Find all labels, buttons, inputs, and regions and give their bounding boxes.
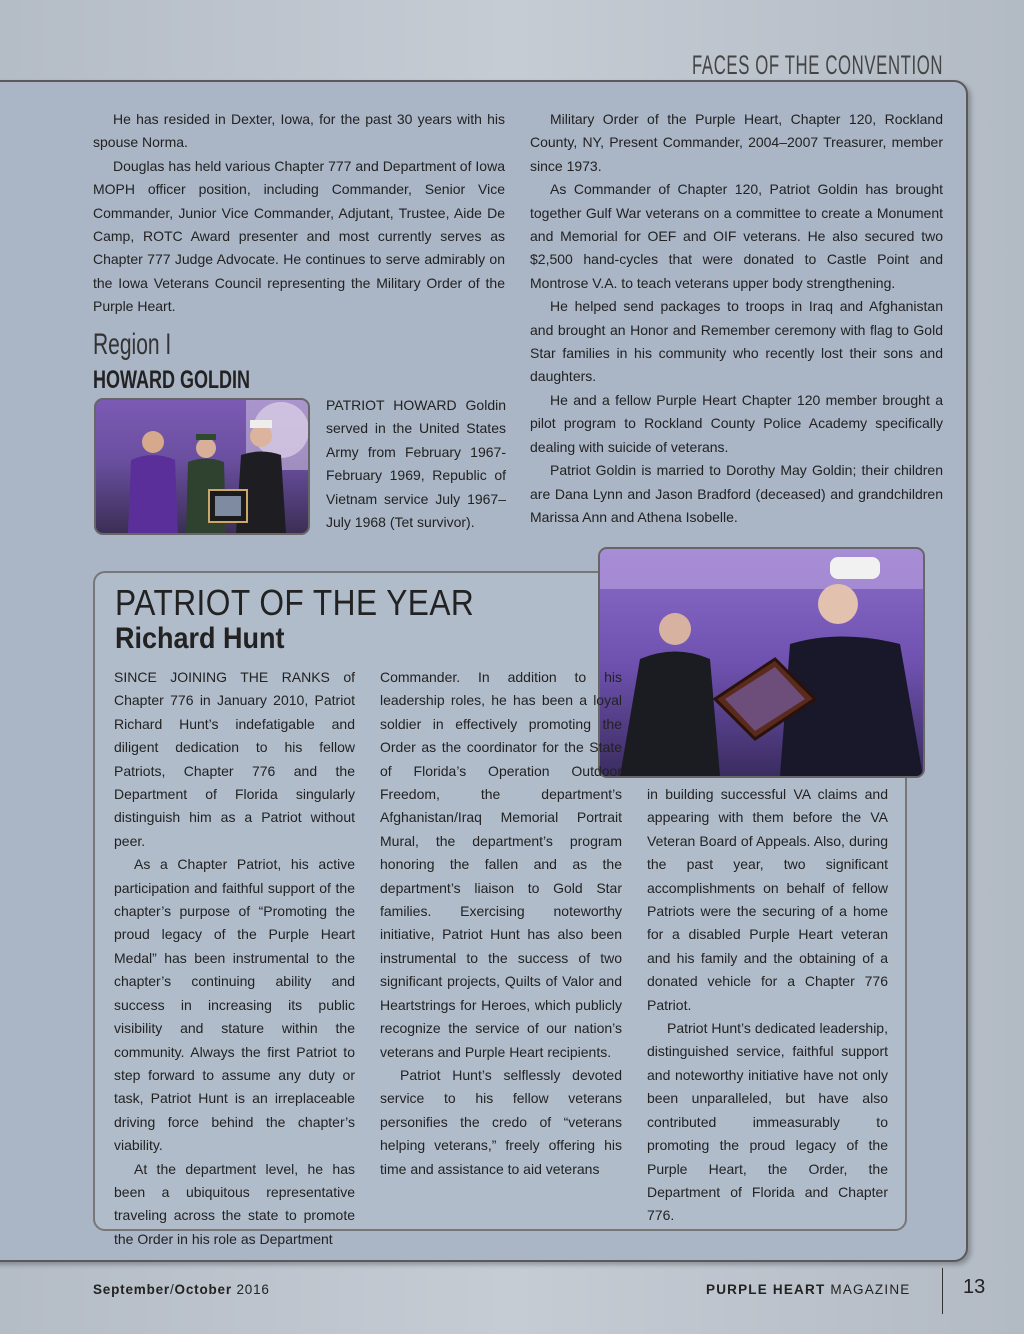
paragraph: Patriot Hunt’s selflessly devoted service to his fellow veterans personifies the credo of “veterans helping veterans,” freely offering his time and assistance to aid veterans — [380, 1066, 622, 1177]
year: 2016 — [236, 1282, 270, 1297]
paragraph: Commander. In addition to his leadership roles, he has been a loyal soldier in effectively promoting the Order as the coordinator for the State of Florida’s Operation Outdoor Freedom, the department’s Afghanistan/Iraq Memorial Portrait Mural, the department’s program honoring the fallen and as the department’s liaison to Gold Star families. Exercising noteworthy initiative, Patriot Hunt has also been instrumental to the success of two significant projects, Quilts of Valor and Heartstrings for Heroes, which publicly recognize the service of our nation’s veterans and Purple Heart recipients. — [380, 669, 622, 1060]
paragraph: As a Chapter Patriot, his active participation and faithful support of the chapter’s purpose of “Promoting the proud legacy of the Purple Heart Medal” has been instrumental to the chapter’s continuing ability and success in increasing its public visibility and stature within the community. Always the first Patriot to step forward to assume any duty or task, Patriot Hunt is an irreplaceable driving force behind the chapter’s viability. — [114, 856, 355, 1154]
hunt-photo — [598, 547, 925, 778]
section-heading: PATRIOT OF THE YEAR — [115, 582, 475, 623]
footer-divider — [942, 1268, 943, 1314]
paragraph: in building successful VA claims and appearing with them before the VA Veteran Board of Appeals. Also, during the past year, two significant accomplishments on behalf of fellow Patriots were the securing of a home for a disabled Purple Heart veteran and his family and the obtaining of a donated vehicle for a Chapter 776 Patriot. — [647, 786, 888, 1013]
page-number: 13 — [963, 1276, 986, 1298]
paragraph: He has resided in Dexter, Iowa, for the past 30 years with his spouse Norma. — [93, 111, 505, 151]
month-a: September — [93, 1282, 170, 1297]
paragraph: Military Order of the Purple Heart, Chapter 120, Rockland County, NY, Present Commander, 2004–2007 Treasurer, member since 1973. — [530, 111, 943, 174]
paragraph: PATRIOT HOWARD Goldin served in the United States Army from February 1967-February 1969, Republic of Vietnam service July 1967–July 1968 (Tet survivor). — [326, 397, 506, 531]
month-b: October — [174, 1282, 232, 1297]
paragraph: At the department level, he has been a ubiquitous representative traveling across the state to promote the Order in his role as Department — [114, 1160, 355, 1247]
paragraph: Patriot Hunt’s dedicated leadership, distinguished service, faithful support and noteworthy initiative have not only been unparalleled, but have also contributed immeasurably to promoting the proud legacy of the Purple Heart, the Order, the Department of Florida and Chapter 776. — [647, 1020, 888, 1224]
goldin-photo-image — [96, 400, 308, 533]
top-right-column — [530, 108, 943, 529]
magazine-name — [706, 1282, 910, 1297]
paragraph: As Commander of Chapter 120, Patriot Goldin has brought together Gulf War veterans on a committee to create a Monument and Memorial for OEF and OIF veterans. He also secured two $2,500 hand-cycles that were donated to Castle Point and Montrose V.A. to teach veterans upper body strengthening. — [530, 181, 943, 291]
paragraph: Patriot Goldin is married to Dorothy May Goldin; their children are Dana Lynn and Jason Bradford (deceased) and grandchildren Marissa Ann and Athena Isobelle. — [530, 462, 943, 525]
poy-column-3 — [647, 783, 888, 1228]
goldin-caption — [326, 394, 506, 534]
poy-column-2 — [380, 666, 622, 1181]
slash: / — [169, 1282, 175, 1297]
issue-date — [93, 1282, 270, 1297]
magazine-name-bold: PURPLE HEART — [706, 1282, 826, 1297]
magazine-name-regular: MAGAZINE — [830, 1282, 911, 1297]
goldin-photo — [94, 398, 310, 535]
paragraph: He and a fellow Purple Heart Chapter 120 member brought a pilot program to Rockland County Police Academy specifically dealing with suicide of veterans. — [530, 391, 943, 455]
paragraph: SINCE JOINING THE RANKS of Chapter 776 in January 2010, Patriot Richard Hunt’s indefatigable and diligent dedication to his fellow Patriots, Chapter 776 and the Department of Florida singularly distinguish him as a Patriot without peer. — [114, 669, 355, 849]
hunt-photo-image — [600, 549, 923, 776]
section-title: FACES OF THE CONVENTION — [692, 50, 944, 80]
poy-column-1 — [114, 666, 355, 1251]
honoree-name: HOWARD GOLDIN — [93, 366, 250, 394]
honoree-name: Richard Hunt — [115, 622, 285, 655]
paragraph: Douglas has held various Chapter 777 and Department of Iowa MOPH officer position, including Commander, Senior Vice Commander, Junior Vice Commander, Adjutant, Trustee, Aide De Camp, ROTC Award presenter and most currently serves as Chapter 777 Judge Advocate. He continues to serve admirably on the Iowa Veterans Council representing the Military Order of the Purple Heart. — [93, 157, 505, 315]
region-label: Region I — [93, 328, 172, 361]
paragraph: He helped send packages to troops in Iraq and Afghanistan and brought an Honor and Remember ceremony with flag to Gold Star families in his community who recently lost their sons and daughters. — [530, 298, 943, 385]
top-left-column — [93, 108, 505, 319]
